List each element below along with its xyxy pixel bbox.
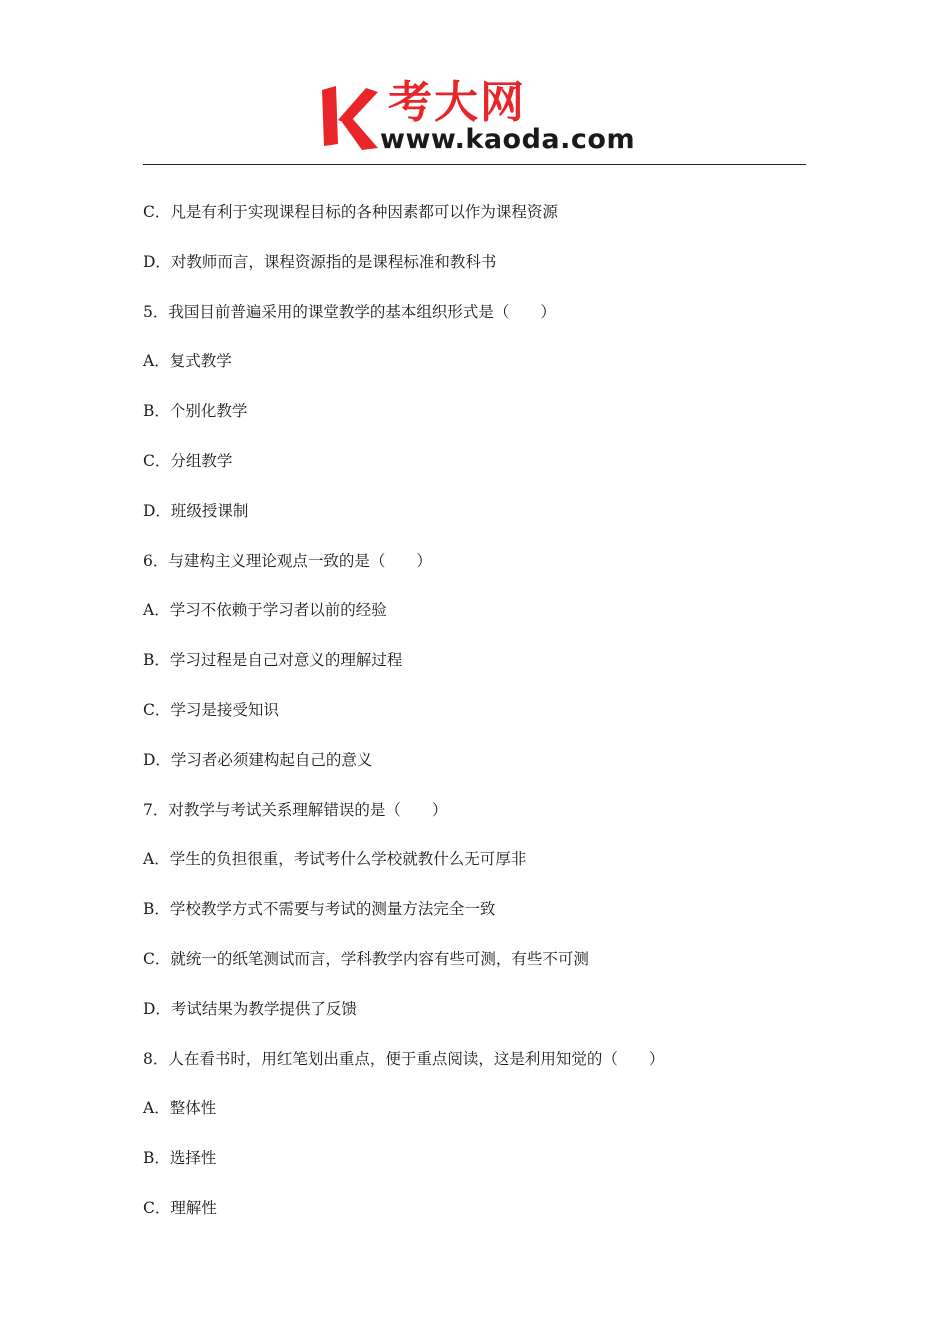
q8-option-b: B．选择性 (143, 1149, 217, 1168)
page-header (0, 0, 950, 170)
q7-option-b: B．学校教学方式不需要与考试的测量方法完全一致 (143, 900, 496, 919)
q5-option-d: D．班级授课制 (143, 501, 249, 520)
q5-option-a: A．复式教学 (143, 352, 232, 371)
q7-option-d: D．考试结果为教学提供了反馈 (143, 999, 357, 1018)
q8-option-a: A．整体性 (143, 1099, 217, 1118)
q6-option-d: D．学习者必须建构起自己的意义 (143, 750, 373, 769)
k-logo-icon (318, 82, 382, 152)
option-d-line: D．对教师而言，课程资源指的是课程标准和教科书 (143, 252, 497, 271)
question-5: 5．我国目前普遍采用的课堂教学的基本组织形式是（ ） (143, 302, 556, 321)
question-8: 8．人在看书时，用红笔划出重点，便于重点阅读，这是利用知觉的（ ） (143, 1049, 665, 1068)
q6-option-a: A．学习不依赖于学习者以前的经验 (143, 601, 387, 620)
option-c-line: C．凡是有利于实现课程目标的各种因素都可以作为课程资源 (143, 203, 558, 221)
q7-option-c: C．就统一的纸笔测试而言，学科教学内容有些可测，有些不可测 (143, 949, 589, 968)
exam-content (143, 198, 823, 1244)
question-6: 6．与建构主义理论观点一致的是（ ） (143, 551, 432, 570)
kaoda-logo[interactable] (318, 78, 640, 160)
logo-chinese-name: 考大网 (388, 77, 526, 128)
logo-url: www.kaoda.com (380, 124, 636, 155)
q5-option-c: C．分组教学 (143, 451, 233, 470)
q6-option-c: C．学习是接受知识 (143, 700, 279, 719)
header-divider (143, 164, 806, 165)
q6-option-b: B．学习过程是自己对意义的理解过程 (143, 651, 403, 670)
q5-option-b: B．个别化教学 (143, 402, 248, 421)
q8-option-c: C．理解性 (143, 1198, 217, 1217)
question-7: 7．对教学与考试关系理解错误的是（ ） (143, 800, 448, 819)
q7-option-a: A．学生的负担很重，考试考什么学校就教什么无可厚非 (143, 850, 527, 869)
